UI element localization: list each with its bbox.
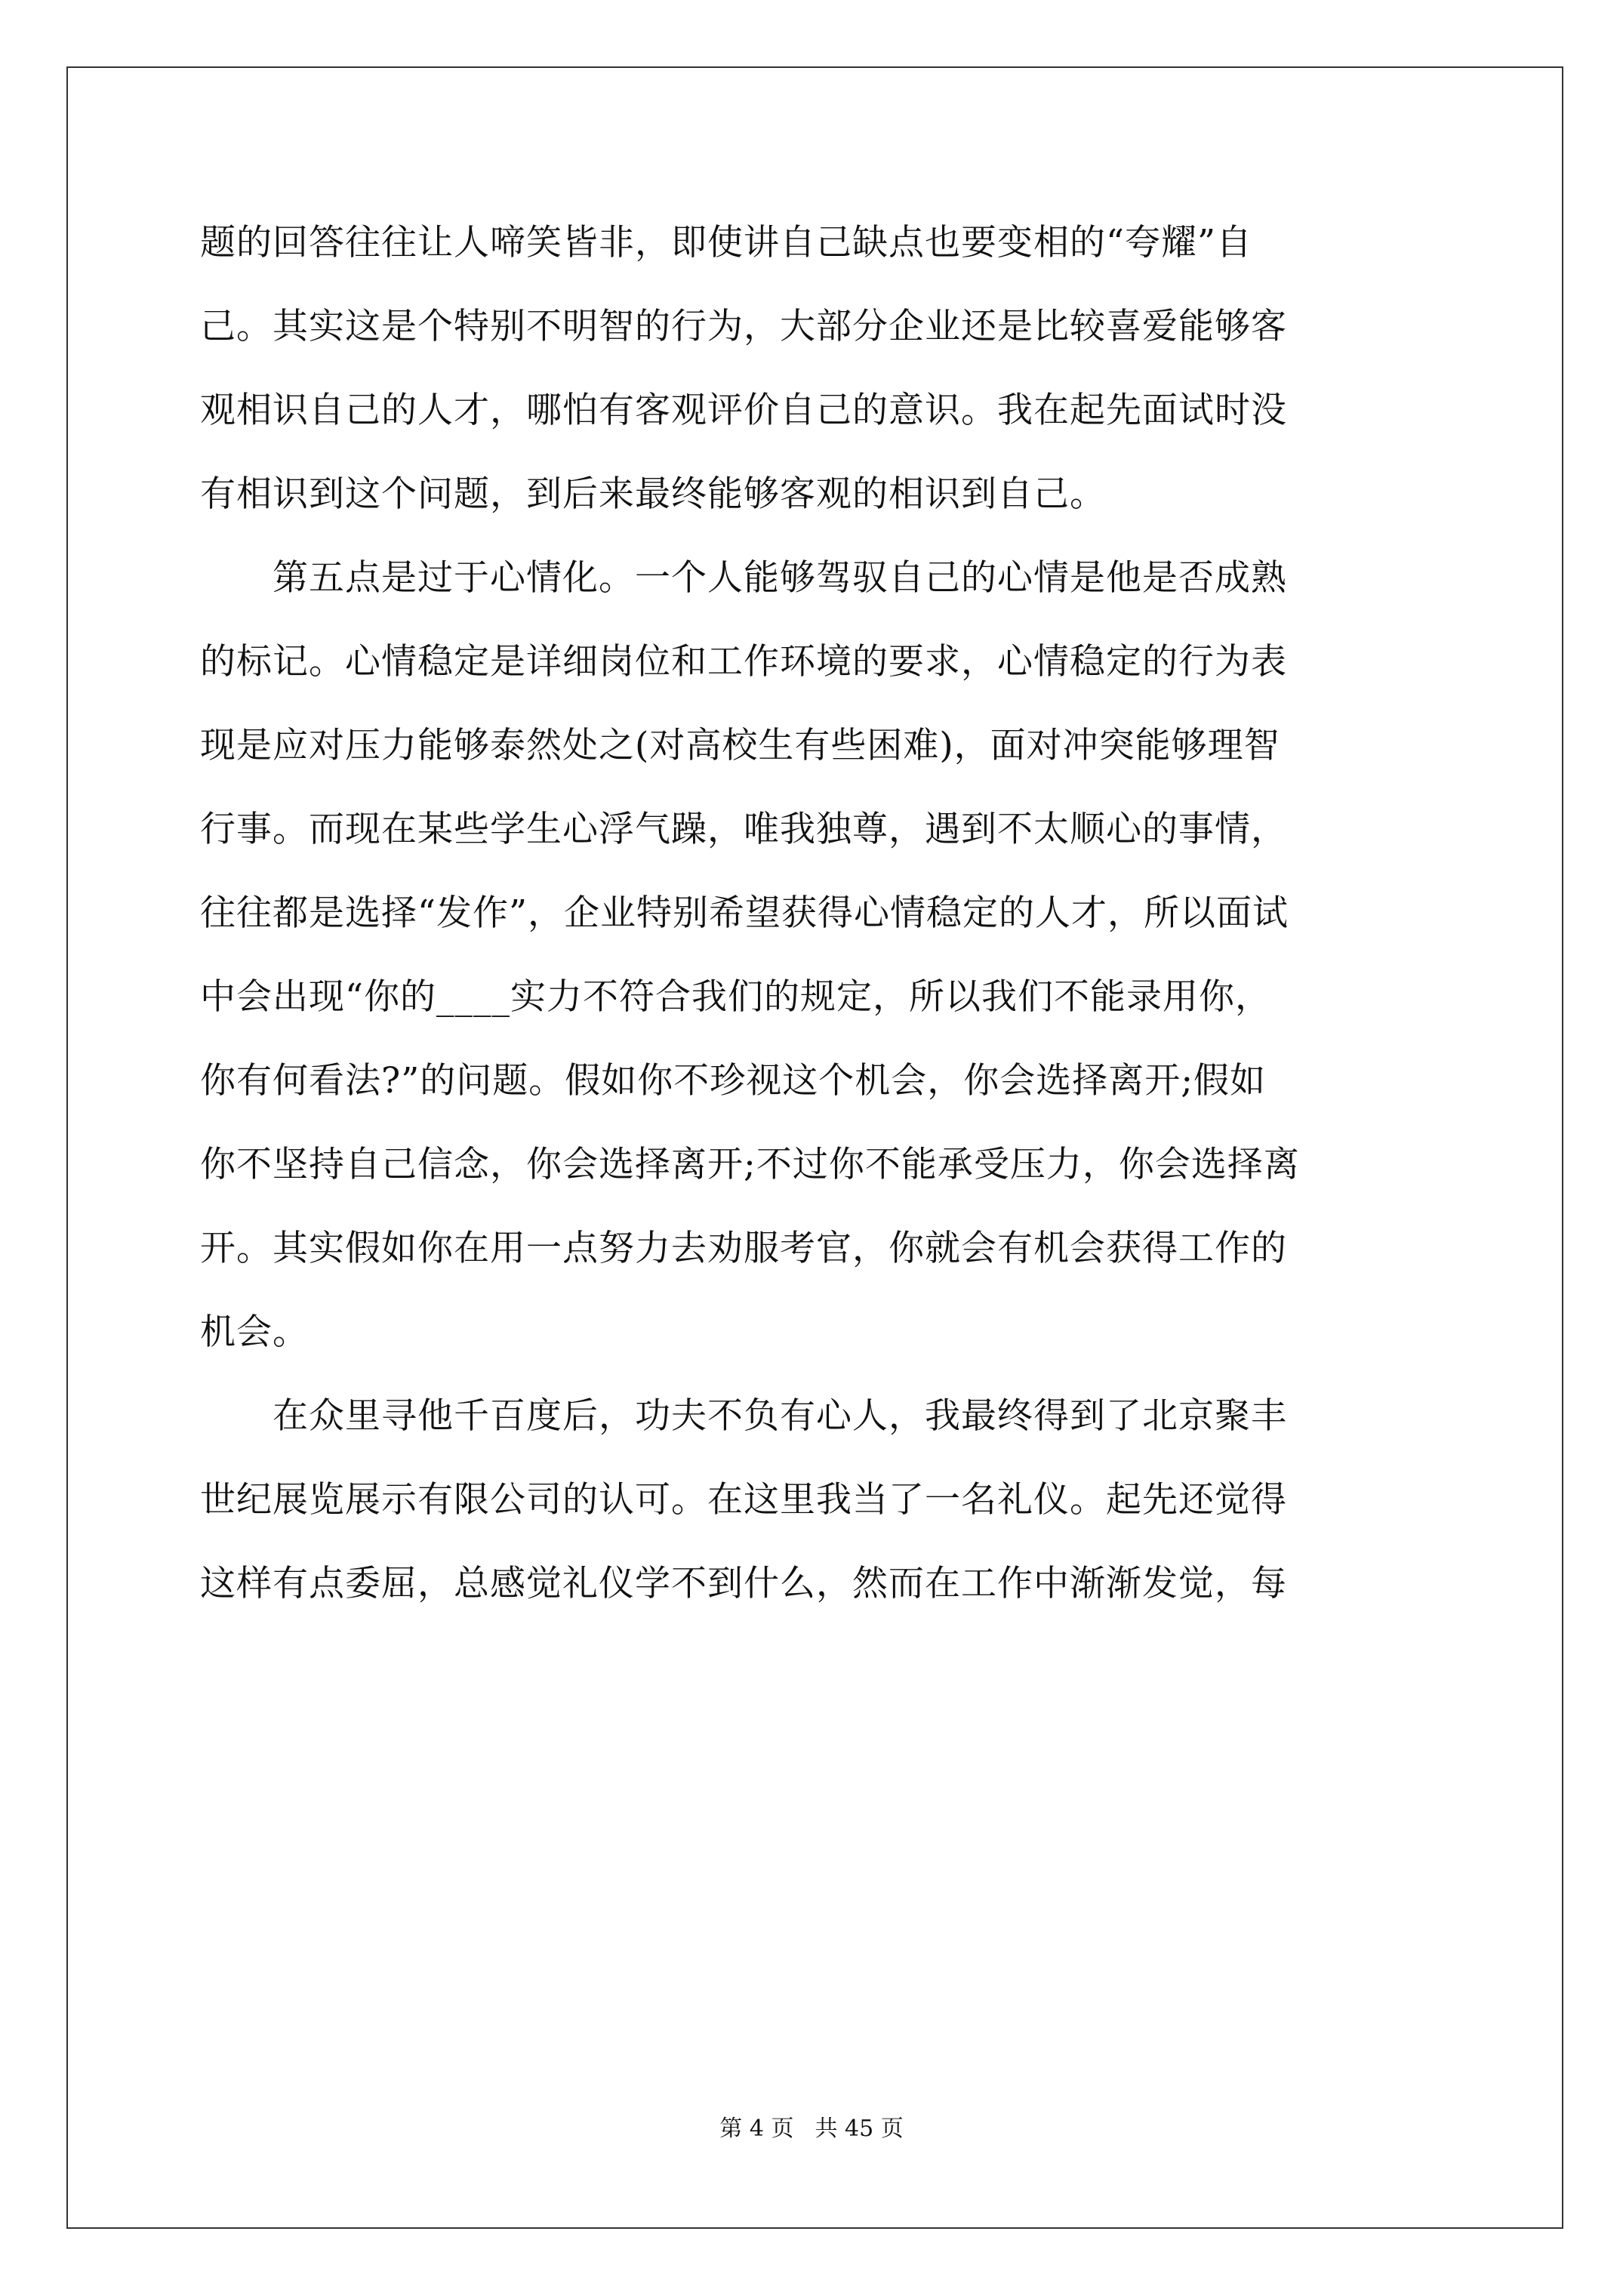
text-line: 的标记。心情稳定是详细岗位和工作环境的要求，心情稳定的行为表 [200, 641, 1287, 683]
text-line: 往往都是选择“发作”，企业特别希望获得心情稳定的人才，所以面试 [200, 892, 1289, 934]
text-line: 己。其实这是个特别不明智的行为，大部分企业还是比较喜爱能够客 [200, 306, 1287, 347]
text-line: 有相识到这个问题，到后来最终能够客观的相识到自己。 [200, 473, 1106, 515]
page-total: 共 45 页 [815, 2116, 904, 2142]
text-line: 你有何看法?”的问题。假如你不珍视这个机会，你会选择离开;假如 [200, 1060, 1267, 1102]
text-line: 现是应对压力能够泰然处之(对高校生有些困难)，面对冲突能够理智 [200, 725, 1280, 766]
text-line: 第五点是过于心情化。一个人能够驾驭自己的心情是他是否成熟 [200, 557, 1287, 599]
page-footer [0, 2114, 1623, 2144]
text-line: 观相识自己的人才，哪怕有客观评价自己的意识。我在起先面试时没 [200, 390, 1287, 431]
text-line: 在众里寻他千百度后，功夫不负有心人，我最终得到了北京聚丰 [200, 1395, 1287, 1437]
page-number: 第 4 页 [719, 2116, 794, 2142]
text-line: 你不坚持自己信念，你会选择离开;不过你不能承受压力，你会选择离 [200, 1144, 1300, 1185]
text-line: 行事。而现在某些学生心浮气躁，唯我独尊，遇到不太顺心的事情， [200, 809, 1287, 850]
text-line: 题的回答往往让人啼笑皆非，即使讲自己缺点也要变相的“夸耀”自 [200, 222, 1253, 264]
text-line: 中会出现“你的____实力不符合我们的规定，所以我们不能录用你， [200, 976, 1272, 1018]
text-line: 这样有点委屈，总感觉礼仪学不到什么，然而在工作中渐渐发觉，每 [200, 1563, 1287, 1604]
text-line: 世纪展览展示有限公司的认可。在这里我当了一名礼仪。起先还觉得 [200, 1479, 1287, 1521]
text-line: 开。其实假如你在用一点努力去劝服考官，你就会有机会获得工作的 [200, 1228, 1287, 1269]
text-line: 机会。 [200, 1311, 309, 1353]
